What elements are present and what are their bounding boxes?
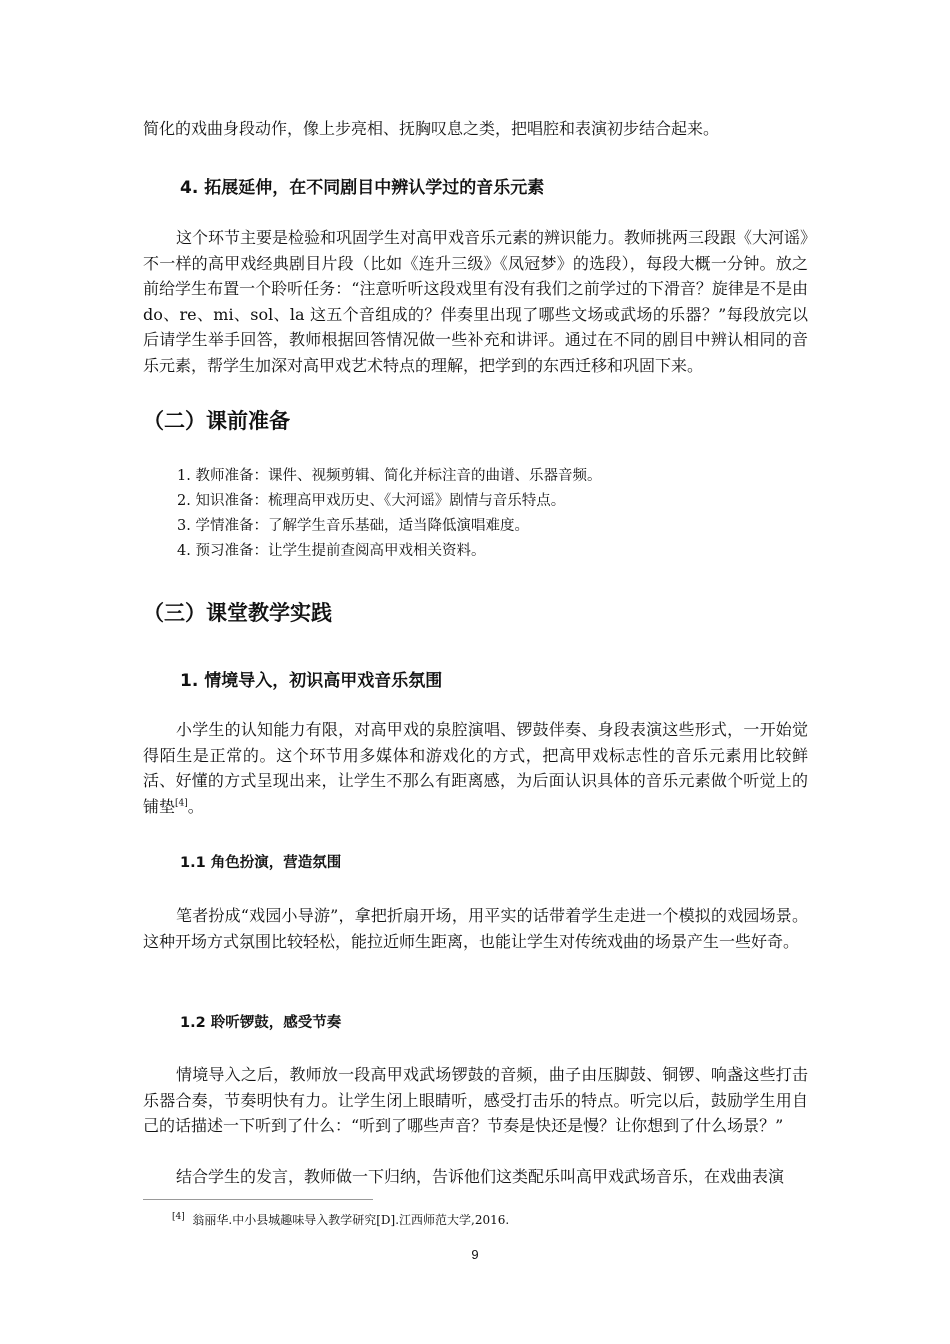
page-number: 9 — [471, 1247, 479, 1262]
footnote-text: 翁丽华.中小县城趣味导入教学研究[D].江西师范大学,2016. — [192, 1213, 510, 1227]
heading-section-1: 1. 情境导入，初识高甲戏音乐氛围 — [180, 671, 443, 691]
paragraph-role-play: 笔者扮成“戏园小导游”，拿把折扇开场，用平实的话带着学生走进一个模拟的戏园场景。这种开场方式氛围比较轻松，能拉近师生距离，也能让学生对传统戏曲的场景产生一些好奇。 — [143, 906, 808, 951]
heading-section-4: 4. 拓展延伸，在不同剧目中辨认学过的音乐元素 — [180, 178, 545, 198]
heading-preparation: （二）课前准备 — [143, 409, 290, 433]
heading-classroom-practice: （三）课堂教学实践 — [143, 601, 332, 625]
citation-ref: [4] — [175, 798, 188, 809]
list-item: 4. 预习准备：让学生提前查阅高甲戏相关资料。 — [177, 543, 486, 559]
heading-section-1-1: 1.1 角色扮演，营造氛围 — [180, 855, 342, 871]
paragraph-intro — [143, 717, 808, 819]
paragraph-intro-end: 。 — [187, 796, 204, 816]
paragraph-summary: 结合学生的发言，教师做一下归纳，告诉他们这类配乐叫高甲戏武场音乐，在戏曲表演 — [176, 1167, 785, 1186]
list-item: 1. 教师准备：课件、视频剪辑、简化并标注音的曲谱、乐器音频。 — [177, 468, 602, 484]
footnote — [172, 1212, 509, 1228]
list-item: 3. 学情准备：了解学生音乐基础，适当降低演唱难度。 — [177, 518, 529, 534]
paragraph-continued: 简化的戏曲身段动作，像上步亮相、抚胸叹息之类，把唱腔和表演初步结合起来。 — [143, 119, 720, 138]
paragraph-intro-text: 小学生的认知能力有限，对高甲戏的泉腔演唱、锣鼓伴奏、身段表演这些形式，一开始觉得陌生是正常的。这个环节用多媒体和游戏化的方式，把高甲戏标志性的音乐元素用比较鲜活、好懂的方式呈现出来，让学生不那么有距离感，为后面认识具体的音乐元素做个听觉上的铺垫 — [143, 720, 808, 816]
footnote-mark: [4] — [172, 1212, 185, 1222]
preparation-list — [177, 464, 777, 564]
footnote-divider — [143, 1199, 373, 1200]
paragraph-listening: 情境导入之后，教师放一段高甲戏武场锣鼓的音频，曲子由压脚鼓、铜锣、响盏这些打击乐器合奏，节奏明快有力。让学生闭上眼睛听，感受打击乐的特点。听完以后，鼓励学生用自己的话描述一下听到了什么：“听到了哪些声音？节奏是快还是慢？让你想到了什么场景？” — [143, 1065, 808, 1135]
list-item: 2. 知识准备：梳理高甲戏历史、《大河谣》剧情与音乐特点。 — [177, 493, 566, 509]
paragraph-extension: 这个环节主要是检验和巩固学生对高甲戏音乐元素的辨识能力。教师挑两三段跟《大河谣》不一样的高甲戏经典剧目片段（比如《连升三级》《凤冠梦》的选段），每段大概一分钟。放之前给学生布置一个聆听任务：“注意听听这段戏里有没有我们之前学过的下滑音？旋律是不是由 do、re、mi、sol、la 这五个音组成的？伴奏里出现了哪些文场或武场的乐器？”每段放完以后请学生举手回答，教师根据回答情况做一些补充和讲评。通过在不同的剧目中辨认相同的音乐元素，帮学生加深对高甲戏艺术特点的理解，把学到的东西迁移和巩固下来。 — [143, 228, 809, 375]
heading-section-1-2: 1.2 聆听锣鼓，感受节奏 — [180, 1015, 342, 1031]
